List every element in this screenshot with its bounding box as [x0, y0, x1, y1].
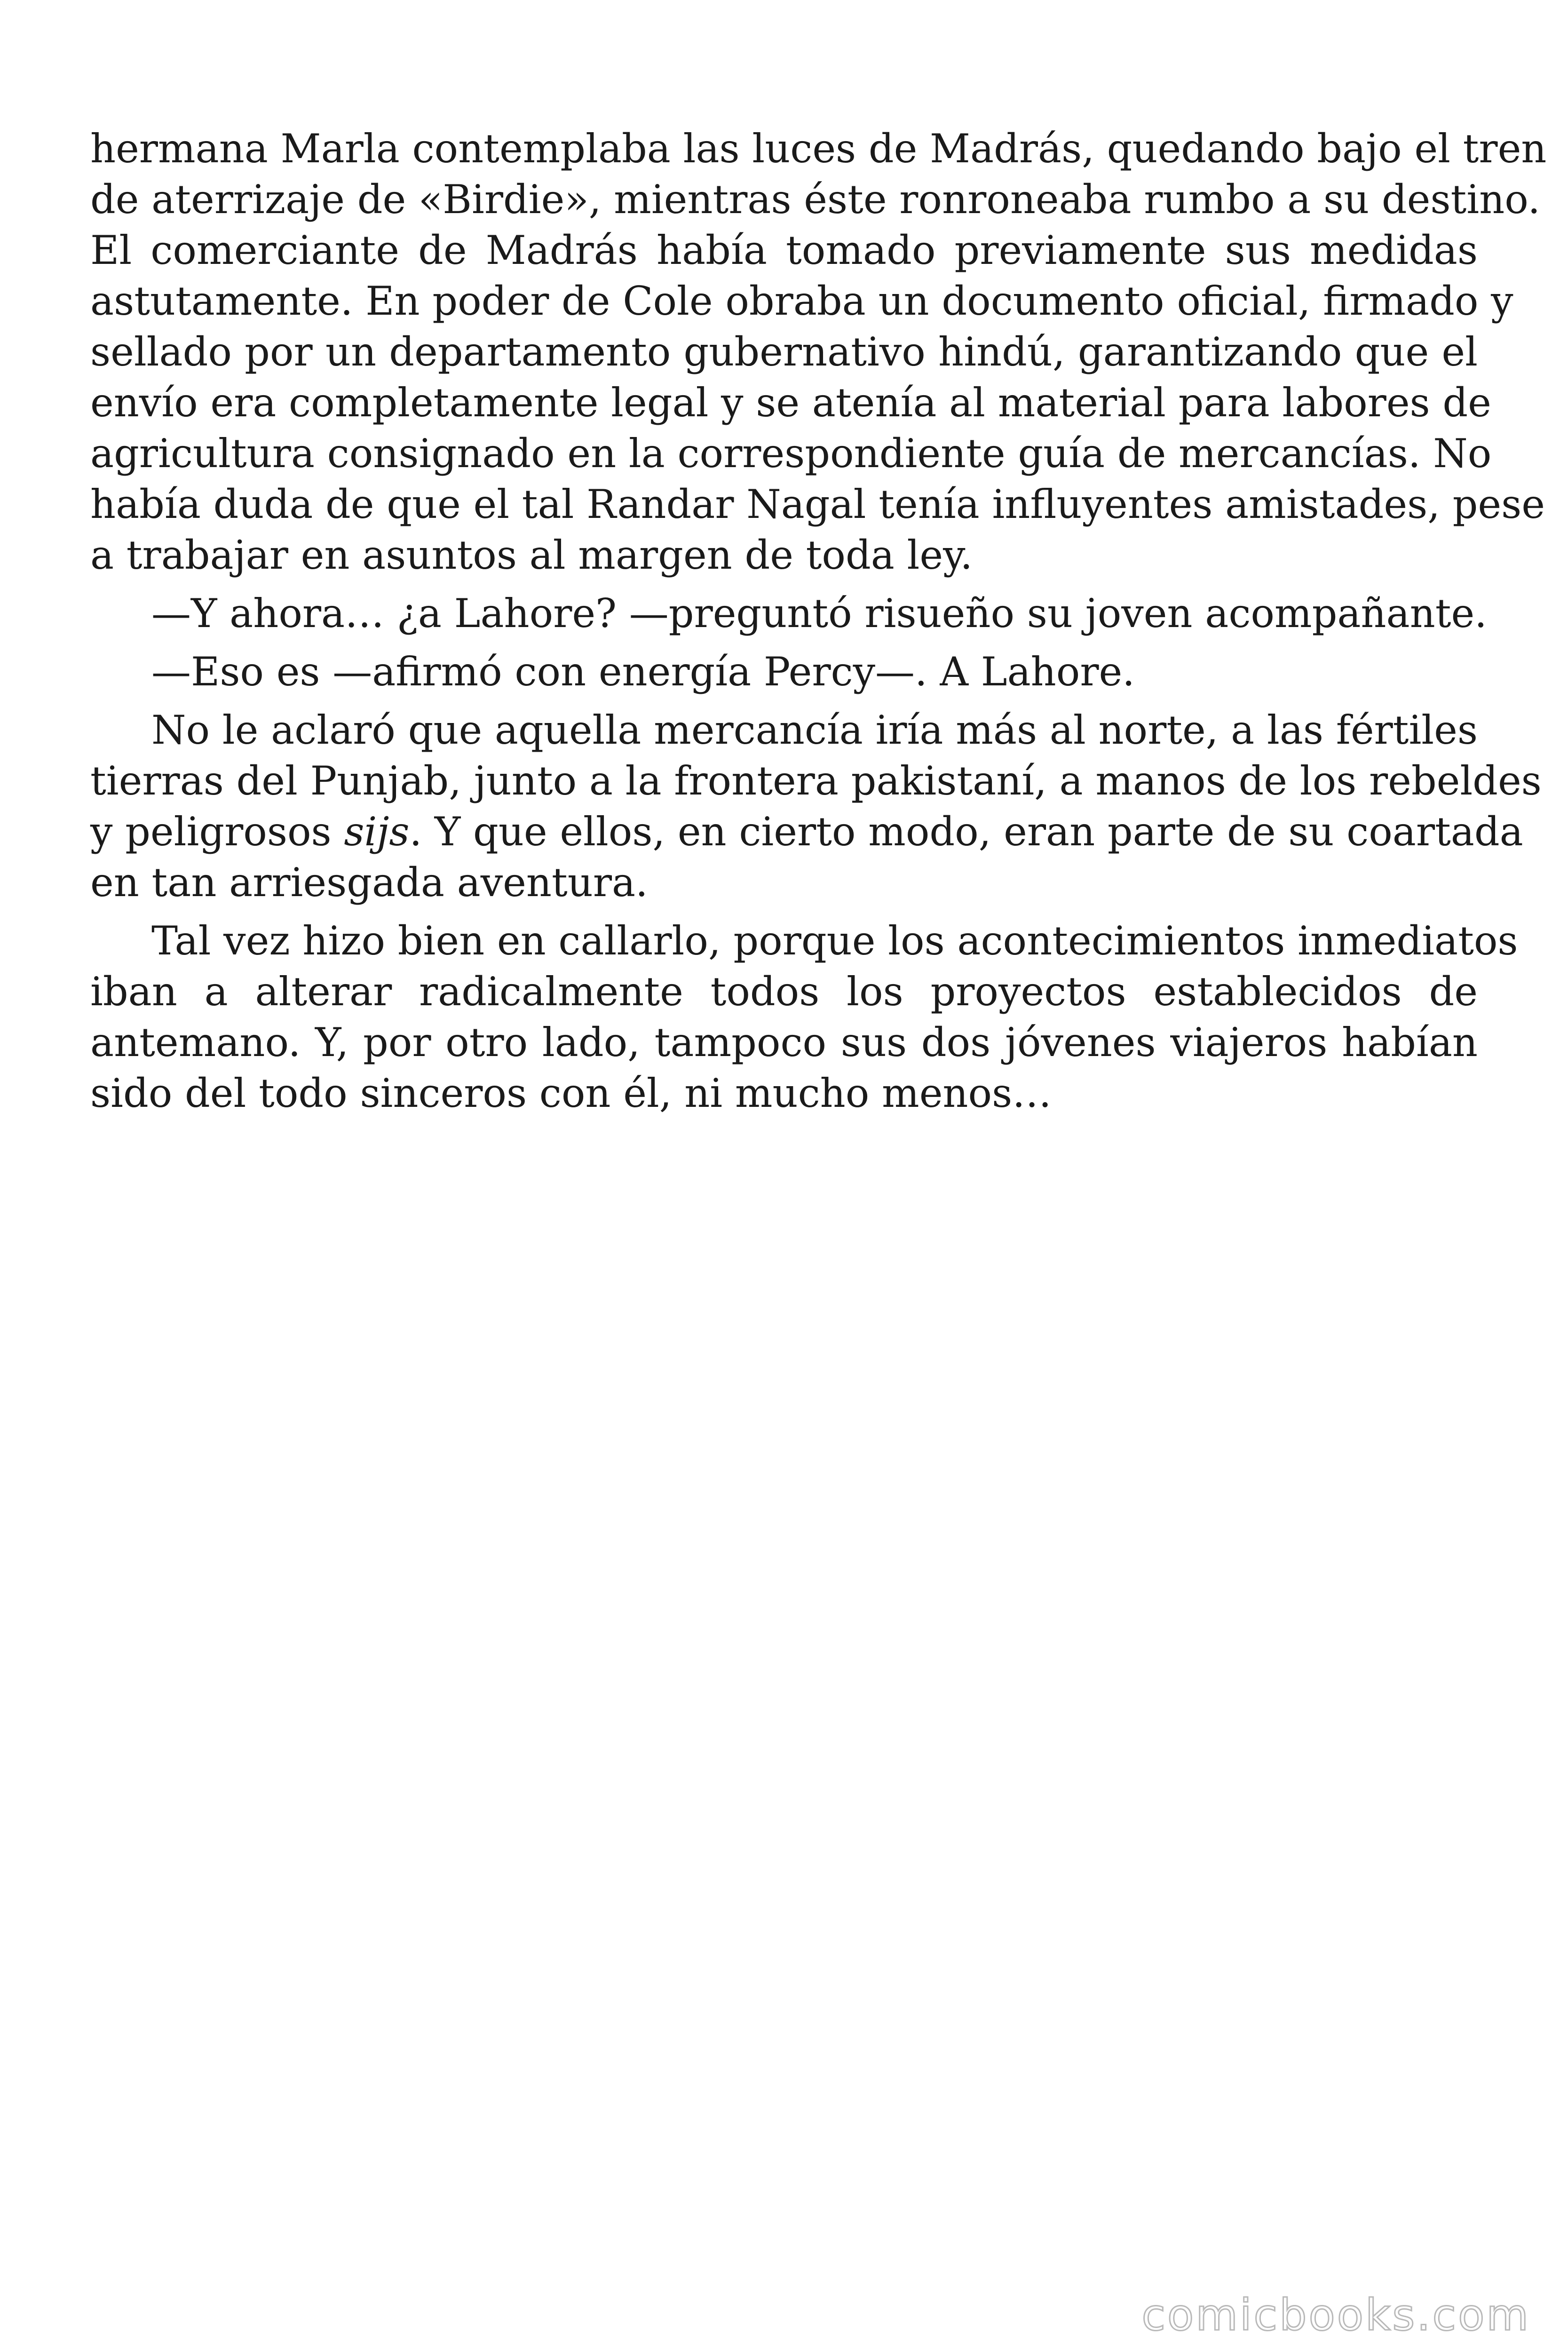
text-line: en tan arriesgada aventura.	[90, 859, 648, 906]
text-line: iban a alterar radicalmente todos los proyectos establecidos de	[90, 969, 1478, 1015]
text-line: No le aclaró que aquella mercancía iría más al norte, a las fértiles	[151, 707, 1478, 753]
text-line: El comerciante de Madrás había tomado previamente sus medidas	[90, 227, 1478, 273]
text-line: hermana Marla contemplaba las luces de Madrás, quedando bajo el tren	[90, 126, 1547, 172]
paragraph-2	[90, 588, 1487, 639]
watermark: comicbooks.com	[1141, 2290, 1530, 2340]
page-body	[90, 123, 1547, 1119]
text-line: antemano. Y, por otro lado, tampoco sus dos jóvenes viajeros habían	[90, 1019, 1478, 1065]
text-line: —Y ahora… ¿a Lahore? —preguntó risueño su joven acompañante.	[151, 590, 1487, 636]
italic-word: sijs	[344, 809, 410, 855]
text-line: astutamente. En poder de Cole obraba un documento oficial, firmado y	[90, 278, 1513, 324]
paragraph-5	[90, 915, 1518, 1119]
paragraph-4	[90, 705, 1542, 908]
text-line: agricultura consignado en la correspondiente guía de mercancías. No	[90, 430, 1492, 477]
text-line: a trabajar en asuntos al margen de toda ley.	[90, 532, 973, 578]
text-line: de aterrizaje de «Birdie», mientras éste ronroneaba rumbo a su destino.	[90, 176, 1541, 222]
text-segment: y peligrosos	[90, 809, 344, 855]
text-segment: . Y que ellos, en cierto modo, eran parte de su coartada	[409, 809, 1523, 855]
text-line	[90, 806, 1523, 857]
text-line: había duda de que el tal Randar Nagal tenía influyentes amistades, pese	[90, 481, 1545, 527]
text-line: —Eso es —afirmó con energía Percy—. A Lahore.	[151, 649, 1135, 695]
paragraph-1	[90, 123, 1547, 580]
text-line: Tal vez hizo bien en callarlo, porque los acontecimientos inmediatos	[151, 918, 1518, 964]
paragraph-3	[90, 646, 1478, 697]
text-line: tierras del Punjab, junto a la frontera pakistaní, a manos de los rebeldes	[90, 758, 1542, 804]
text-line: envío era completamente legal y se atenía al material para labores de	[90, 380, 1491, 426]
text-line: sido del todo sinceros con él, ni mucho menos…	[90, 1070, 1052, 1116]
text-line: sellado por un departamento gubernativo hindú, garantizando que el	[90, 329, 1478, 375]
